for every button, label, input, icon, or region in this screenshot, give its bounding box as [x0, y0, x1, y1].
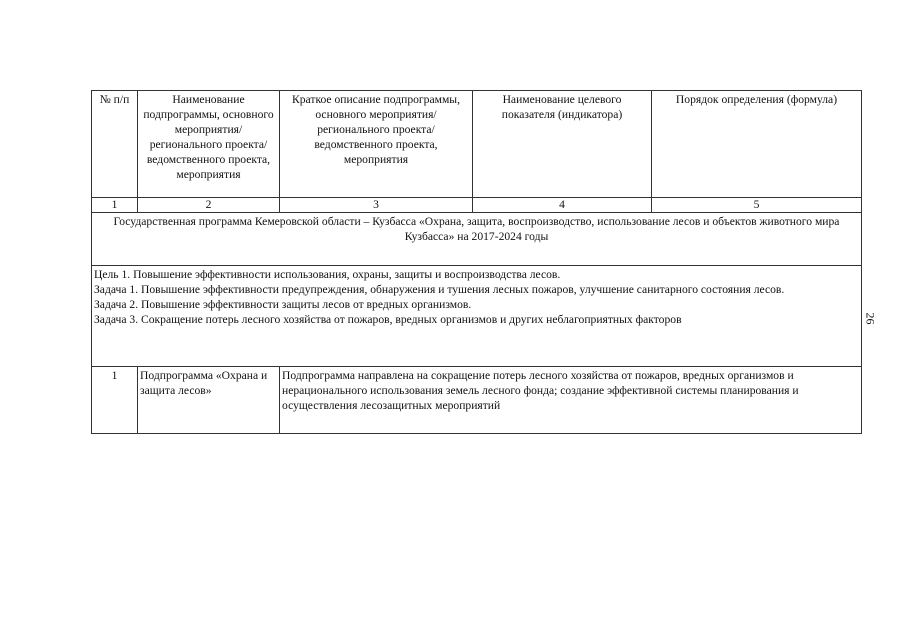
column-number: 3 — [280, 198, 473, 213]
goal-text: Цель 1. Повышение эффективности использования, охраны, защиты и воспроизводства лесов. — [94, 268, 561, 281]
header-formula: Порядок определения (формула) — [652, 91, 862, 198]
header-indicator: Наименование целевого показателя (индикатора) — [473, 91, 652, 198]
table-header-row — [92, 91, 862, 198]
row-number: 1 — [92, 367, 138, 434]
header-description: Краткое описание подпрограммы, основного мероприятия/регионального проекта/ведомственного проекта, мероприятия — [280, 91, 473, 198]
page-number: 26 — [863, 312, 878, 325]
program-title: Государственная программа Кемеровской области – Кузбасса «Охрана, защита, воспроизводство, использование лесов и объектов животного мира Кузбасса» на 2017-2024 годы — [92, 213, 862, 266]
indicators-table — [91, 90, 862, 434]
task-text: Задача 2. Повышение эффективности защиты лесов от вредных организмов. — [94, 298, 472, 311]
row-name: Подпрограмма «Охрана и защита лесов» — [138, 367, 280, 434]
header-name: Наименование подпрограммы, основного мероприятия/ регионального проекта/ ведомственного проекта, мероприятия — [138, 91, 280, 198]
task-text: Задача 3. Сокращение потерь лесного хозяйства от пожаров, вредных организмов и других неблагоприятных факторов — [94, 313, 682, 326]
row-description: Подпрограмма направлена на сокращение потерь лесного хозяйства от пожаров, вредных организмов и нерационального использования земель лесного фонда; создание эффективной системы планирования и осуществления лесозащитных мероприятий — [280, 367, 862, 434]
column-number: 1 — [92, 198, 138, 213]
task-text: Задача 1. Повышение эффективности предупреждения, обнаружения и тушения лесных пожаров, улучшение санитарного состояния лесов. — [94, 283, 785, 296]
program-title-row — [92, 213, 862, 266]
column-numbers-row — [92, 198, 862, 213]
column-number: 5 — [652, 198, 862, 213]
header-number: № п/п — [92, 91, 138, 198]
goals-row — [92, 266, 862, 367]
goals-cell — [92, 266, 862, 367]
table-row — [92, 367, 862, 434]
column-number: 4 — [473, 198, 652, 213]
column-number: 2 — [138, 198, 280, 213]
